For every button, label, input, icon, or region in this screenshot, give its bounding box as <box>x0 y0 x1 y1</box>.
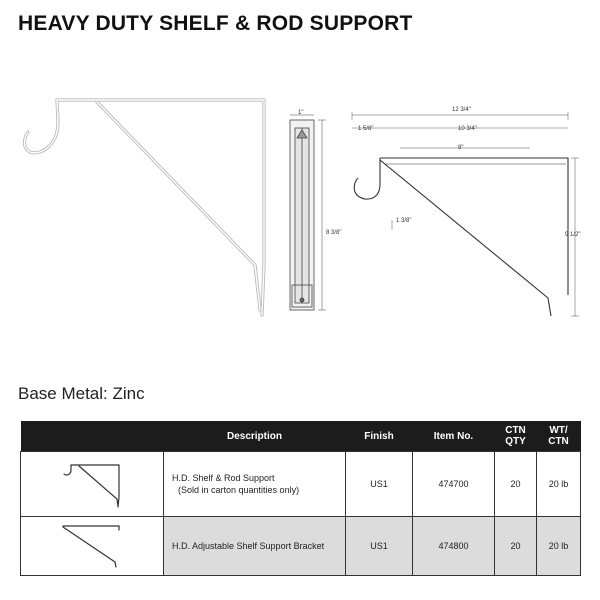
dim-overall-width: 12 3/4" <box>452 107 471 113</box>
page-title: HEAVY DUTY SHELF & ROD SUPPORT <box>18 12 413 35</box>
row-wt-ctn: 20 lb <box>537 452 581 517</box>
bracket-drawings <box>0 60 600 380</box>
row-description: H.D. Shelf & Rod Support <box>172 473 275 483</box>
dim-overall-height: 9 1/2" <box>565 232 581 238</box>
header-finish: Finish <box>346 421 413 452</box>
header-ctn-qty <box>495 421 537 452</box>
dimension-lines <box>352 112 579 316</box>
row-ctn-qty: 20 <box>495 517 537 576</box>
dim-front-height: 8 3/8" <box>326 230 342 236</box>
row-description-cell <box>164 517 346 576</box>
row-ctn-qty: 20 <box>495 452 537 517</box>
row-description-note: (Sold in carton quantities only) <box>178 485 300 495</box>
header-wt-ctn <box>537 421 581 452</box>
base-metal-label: Base Metal: Zinc <box>18 384 145 403</box>
row-wt-ctn: 20 lb <box>537 517 581 576</box>
dim-inner-width: 10 3/4" <box>458 126 477 132</box>
header-item-no: Item No. <box>413 421 495 452</box>
adjustable-bracket-thumbnail <box>57 520 127 570</box>
table-row <box>21 517 581 576</box>
shelf-rod-support-thumbnail <box>57 457 127 509</box>
front-view <box>290 115 326 310</box>
header-wt-ctn-line1: WT/ <box>549 425 568 436</box>
row-item-no: 474700 <box>413 452 495 517</box>
dim-shelf-depth: 8" <box>458 145 464 151</box>
dim-front-width: 1" <box>298 110 304 116</box>
header-ctn-qty-line1: CTN <box>505 425 526 436</box>
dim-hook-drop: 1 3/8" <box>396 218 412 224</box>
row-finish: US1 <box>346 517 413 576</box>
product-spec-table <box>20 421 581 576</box>
table-header-row <box>21 421 581 452</box>
table-row <box>21 452 581 517</box>
header-ctn-qty-line2: QTY <box>505 436 526 447</box>
header-description: Description <box>164 421 346 452</box>
row-image-cell <box>21 517 164 576</box>
header-image <box>21 421 164 452</box>
product-drawing <box>0 60 600 380</box>
row-description-cell <box>164 452 346 517</box>
bracket-photo <box>25 100 265 315</box>
row-description: H.D. Adjustable Shelf Support Bracket <box>172 541 325 551</box>
header-wt-ctn-line2: CTN <box>548 436 569 447</box>
row-image-cell <box>21 452 164 517</box>
side-view <box>354 158 568 316</box>
row-finish: US1 <box>346 452 413 517</box>
dim-hook-offset: 1 5/8" <box>358 126 374 132</box>
row-item-no: 474800 <box>413 517 495 576</box>
